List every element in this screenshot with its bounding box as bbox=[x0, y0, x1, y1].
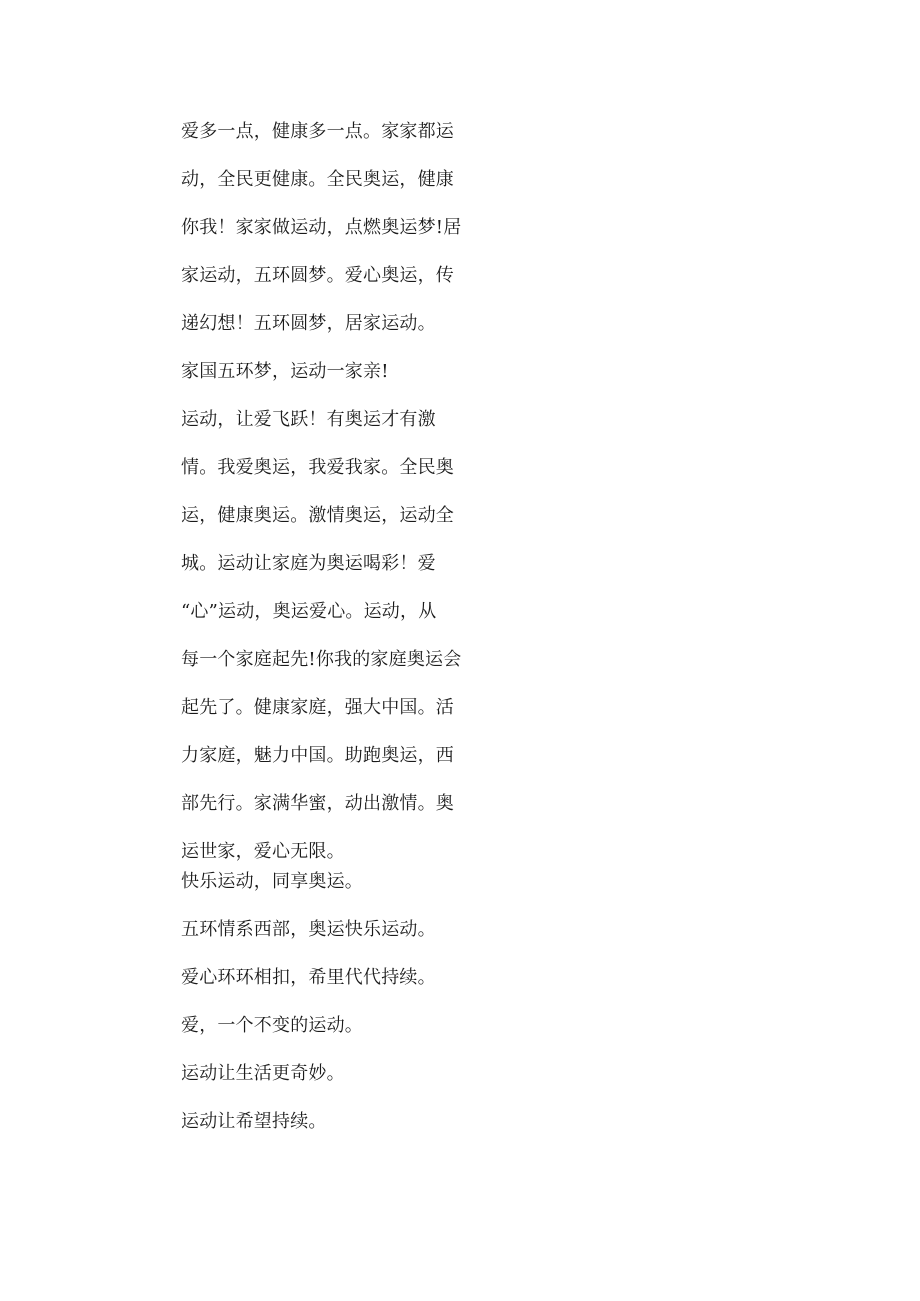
text-line: 部先行。家满华蜜，动出激情。奥 bbox=[181, 793, 454, 814]
text-line: 你我！家家做运动，点燃奥运梦!居 bbox=[181, 217, 462, 238]
text-line: 运动让希望持续。 bbox=[181, 1111, 327, 1132]
text-line: 爱，一个不变的运动。 bbox=[181, 1015, 363, 1036]
text-line: 爱心环环相扣，希里代代持续。 bbox=[181, 967, 436, 988]
text-line: 运动让生活更奇妙。 bbox=[181, 1063, 345, 1084]
text-line: 情。我爱奥运，我爱我家。全民奥 bbox=[181, 457, 454, 478]
text-line: 运动，让爱飞跃！有奥运才有激 bbox=[181, 409, 436, 430]
text-line: 力家庭，魅力中国。助跑奥运，西 bbox=[181, 745, 454, 766]
text-line: 运世家，爱心无限。 bbox=[181, 841, 345, 862]
text-line: 城。运动让家庭为奥运喝彩！爱 bbox=[181, 553, 436, 574]
text-line: 每一个家庭起先!你我的家庭奥运会 bbox=[181, 649, 462, 670]
text-line: 快乐运动，同享奥运。 bbox=[181, 871, 363, 892]
text-line: 动，全民更健康。全民奥运，健康 bbox=[181, 169, 454, 190]
text-line: 运，健康奥运。激情奥运，运动全 bbox=[181, 505, 454, 526]
text-line: 五环情系西部，奥运快乐运动。 bbox=[181, 919, 436, 940]
text-line: 递幻想！五环圆梦，居家运动。 bbox=[181, 313, 436, 334]
text-line: 家国五环梦，运动一家亲! bbox=[181, 361, 389, 382]
text-line: 家运动，五环圆梦。爱心奥运，传 bbox=[181, 265, 454, 286]
text-line: “心”运动，奥运爱心。运动，从 bbox=[181, 601, 437, 622]
text-line: 起先了。健康家庭，强大中国。活 bbox=[181, 697, 454, 718]
text-line: 爱多一点，健康多一点。家家都运 bbox=[181, 121, 454, 142]
